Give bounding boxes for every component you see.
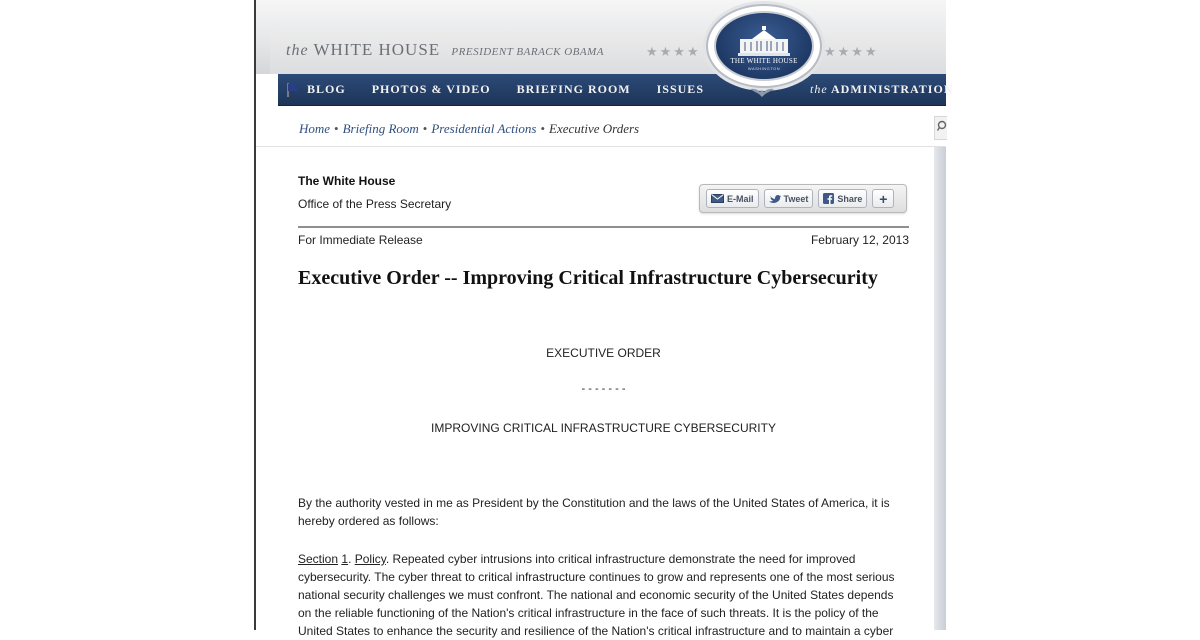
share-toolbar: [699, 184, 907, 213]
page-title: Executive Order -- Improving Critical Infrastructure Cybersecurity: [298, 267, 878, 289]
section-text: . Repeated cyber intrusions into critical infrastructure demonstrate the need for improved cybersecurity. The cyber threat to critical infrastructure continues to grow and represents one of the most serious national security challenges we must confront. The national and economic security of the United States depends on the reliable functioning of the Nation's critical infrastructure in the face of such threats. It is the policy of the United States to enhance the security and resilience of the Nation's critical infrastructure and to maintain a cyber: [298, 552, 895, 638]
facebook-icon: [823, 193, 834, 204]
breadcrumb-separator: •: [334, 121, 339, 136]
seal-subtitle: WASHINGTON: [747, 66, 781, 71]
tweet-label: Tweet: [783, 193, 809, 204]
share-label: Share: [837, 193, 863, 204]
release-label: For Immediate Release: [298, 233, 423, 247]
facebook-share-button[interactable]: [818, 189, 867, 208]
president-name: PRESIDENT BARACK OBAMA: [451, 46, 604, 58]
email-icon: [711, 194, 724, 203]
nav-item-issues[interactable]: ISSUES: [656, 82, 704, 96]
sidebar-edge: [934, 147, 946, 630]
white-house-seal[interactable]: [706, 4, 822, 88]
release-divider: [298, 226, 909, 228]
search-box[interactable]: [934, 116, 947, 140]
press-office: Office of the Press Secretary: [298, 197, 452, 211]
header-divider: [256, 146, 946, 147]
breadcrumb-separator: •: [422, 121, 428, 136]
nav-admin-the: the: [810, 82, 828, 96]
email-label: E-Mail: [727, 193, 754, 204]
intro-paragraph: By the authority vested in me as President by the Constitution and the laws of the United States of America, it is hereby ordered as follows:: [298, 496, 890, 528]
breadcrumb-briefing-room[interactable]: Briefing Room: [342, 121, 419, 136]
release-date: February 12, 2013: [810, 233, 909, 247]
nav-item-administration[interactable]: [810, 82, 953, 97]
nav-item-photos-video[interactable]: PHOTOS & VIDEO: [371, 82, 491, 96]
section-1-paragraph: Section 1. Policy. Repeated cyber intrusions into critical infrastructure demonstrate the need for improved cybersecurity. The cyber threat to critical infrastructure continues to grow and represents one of the most serious national security challenges we must confront. The national and economic security of the United States depends on the reliable functioning of the Nation's critical infrastructure in the face of such threats. It is the policy of the United States to enhance the security and resilience of the Nation's critical infrastructure and to maintain a cyber: [298, 552, 895, 638]
seal-title: THE WHITE HOUSE: [730, 57, 798, 65]
section-number: 1: [341, 552, 349, 566]
site-title-the: the: [286, 42, 309, 59]
tweet-button[interactable]: [764, 189, 814, 208]
section-label: Section: [298, 552, 339, 566]
plus-icon: +: [879, 190, 888, 207]
main-nav: [278, 74, 954, 106]
more-share-button[interactable]: [872, 189, 894, 208]
us-flag-icon: [287, 83, 289, 97]
white-house-building-icon: [738, 25, 790, 57]
section-title: Policy: [354, 552, 386, 566]
breadcrumb-current[interactable]: Executive Orders: [549, 121, 640, 136]
nav-admin-label: ADMINISTRATION: [831, 82, 954, 96]
browser-page: [256, 0, 954, 638]
order-subheading: IMPROVING CRITICAL INFRASTRUCTURE CYBERSECURITY: [431, 421, 776, 435]
order-divider: - - - - - - -: [581, 383, 626, 395]
breadcrumb: [299, 121, 639, 137]
breadcrumb-presidential-actions[interactable]: Presidential Actions: [431, 121, 537, 136]
breadcrumb-home[interactable]: Home: [299, 121, 331, 136]
breadcrumb-separator: •: [540, 121, 545, 136]
site-title-name: WHITE HOUSE: [313, 40, 441, 59]
site-title[interactable]: [286, 40, 604, 60]
eagle-icon: [750, 86, 774, 98]
nav-item-blog[interactable]: BLOG: [307, 82, 346, 96]
stars-left: ★★★★: [646, 44, 701, 59]
nav-item-briefing-room[interactable]: BRIEFING ROOM: [516, 82, 631, 96]
email-button[interactable]: [706, 189, 759, 208]
press-org: The White House: [298, 174, 396, 188]
search-icon[interactable]: [937, 120, 946, 132]
stars-right: ★★★★: [824, 44, 879, 59]
seal-emblem: [714, 11, 814, 81]
twitter-icon: [769, 194, 781, 204]
order-heading: EXECUTIVE ORDER: [546, 346, 661, 360]
